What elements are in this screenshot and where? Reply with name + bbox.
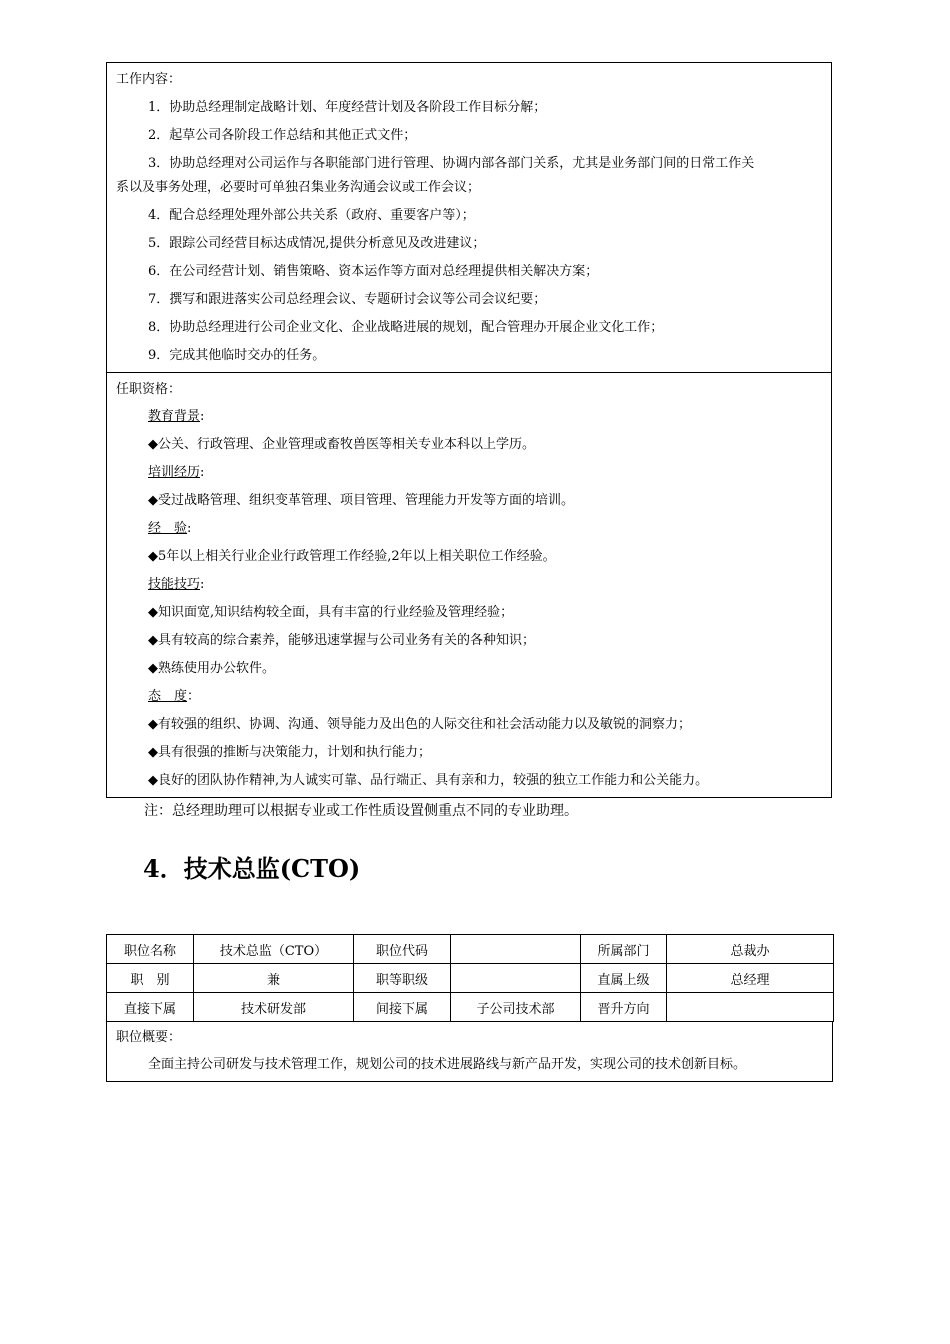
skills-item: ◆知识面宽,知识结构较全面，具有丰富的行业经验及管理经验； <box>148 605 514 620</box>
duties-section <box>106 62 832 373</box>
position-code-label: 职位代码 <box>354 935 451 964</box>
duty-item: 6．在公司经营计划、销售策略、资本运作等方面对总经理提供相关解决方案； <box>148 264 599 279</box>
attitude-item: ◆具有很强的推断与决策能力，计划和执行能力； <box>148 745 431 760</box>
qualifications-label: 任职资格： <box>116 382 182 397</box>
direct-superior-value: 总经理 <box>667 964 834 993</box>
attitude-item: ◆有较强的组织、协调、沟通、领导能力及出色的人际交往和社会活动能力以及敏锐的洞察力； <box>148 717 691 732</box>
attitude-item: ◆良好的团队协作精神,为人诚实可靠、品行端正、具有亲和力，较强的独立工作能力和公关能力。 <box>148 773 709 788</box>
training-heading: 培训经历: <box>148 465 205 480</box>
note-text: 注：总经理助理可以根据专业或工作性质设置侧重点不同的专业助理。 <box>144 803 578 819</box>
skills-item: ◆熟练使用办公软件。 <box>148 661 275 676</box>
cto-info-table <box>106 934 834 1022</box>
attitude-heading: 态 度： <box>148 689 201 704</box>
section-heading: 4．技术总监(CTO) <box>143 854 361 883</box>
education-item: ◆公关、行政管理、企业管理或畜牧兽医等相关专业本科以上学历。 <box>148 437 535 452</box>
position-code-value <box>451 935 581 964</box>
indirect-reports-label: 间接下属 <box>354 993 451 1022</box>
position-name-value: 技术总监（CTO） <box>194 935 354 964</box>
department-label: 所属部门 <box>581 935 667 964</box>
experience-item: ◆5年以上相关行业企业行政管理工作经验,2年以上相关职位工作经验。 <box>148 549 556 564</box>
direct-reports-value: 技术研发部 <box>194 993 354 1022</box>
table-row <box>107 935 834 964</box>
duty-item: 3．协助总经理对公司运作与各职能部门进行管理、协调内部各部门关系，尤其是业务部门间的日常工作关 <box>148 156 755 171</box>
summary-text: 全面主持公司研发与技术管理工作，规划公司的技术进展路线与新产品开发，实现公司的技术创新目标。 <box>148 1057 747 1072</box>
department-value: 总裁办 <box>667 935 834 964</box>
qualifications-section <box>106 372 832 798</box>
duty-item: 8．协助总经理进行公司企业文化、企业战略进展的规划，配合管理办开展企业文化工作； <box>148 320 664 335</box>
direct-superior-label: 直属上级 <box>581 964 667 993</box>
grade-label: 职等职级 <box>354 964 451 993</box>
duty-item: 1．协助总经理制定战略计划、年度经营计划及各阶段工作目标分解； <box>148 100 547 115</box>
position-name-label: 职位名称 <box>107 935 194 964</box>
skills-item: ◆具有较高的综合素养，能够迅速掌握与公司业务有关的各种知识； <box>148 633 535 648</box>
duty-item: 4．配合总经理处理外部公共关系（政府、重要客户等）； <box>148 208 475 223</box>
duty-item: 9．完成其他临时交办的任务。 <box>148 348 326 363</box>
table-row <box>107 993 834 1022</box>
table-row <box>107 964 834 993</box>
duty-item-continued: 系以及事务处理，必要时可单独召集业务沟通会议或工作会议； <box>116 180 481 195</box>
job-type-value: 兼 <box>194 964 354 993</box>
duty-item: 7．撰写和跟进落实公司总经理会议、专题研讨会议等公司会议纪要； <box>148 292 547 307</box>
grade-value <box>451 964 581 993</box>
experience-heading: 经 验: <box>148 521 192 536</box>
duty-item: 5．跟踪公司经营目标达成情况,提供分析意见及改进建议； <box>148 236 486 251</box>
promotion-value <box>667 993 834 1022</box>
indirect-reports-value: 子公司技术部 <box>451 993 581 1022</box>
education-heading: 教育背景: <box>148 409 205 424</box>
duties-label: 工作内容： <box>116 72 182 87</box>
job-type-label: 职 别 <box>107 964 194 993</box>
training-item: ◆受过战略管理、组织变革管理、项目管理、管理能力开发等方面的培训。 <box>148 493 574 508</box>
promotion-label: 晋升方向 <box>581 993 667 1022</box>
direct-reports-label: 直接下属 <box>107 993 194 1022</box>
summary-label: 职位概要： <box>116 1030 182 1045</box>
skills-heading: 技能技巧: <box>148 577 205 592</box>
duty-item: 2．起草公司各阶段工作总结和其他正式文件； <box>148 128 417 143</box>
position-summary-section <box>106 1021 833 1082</box>
